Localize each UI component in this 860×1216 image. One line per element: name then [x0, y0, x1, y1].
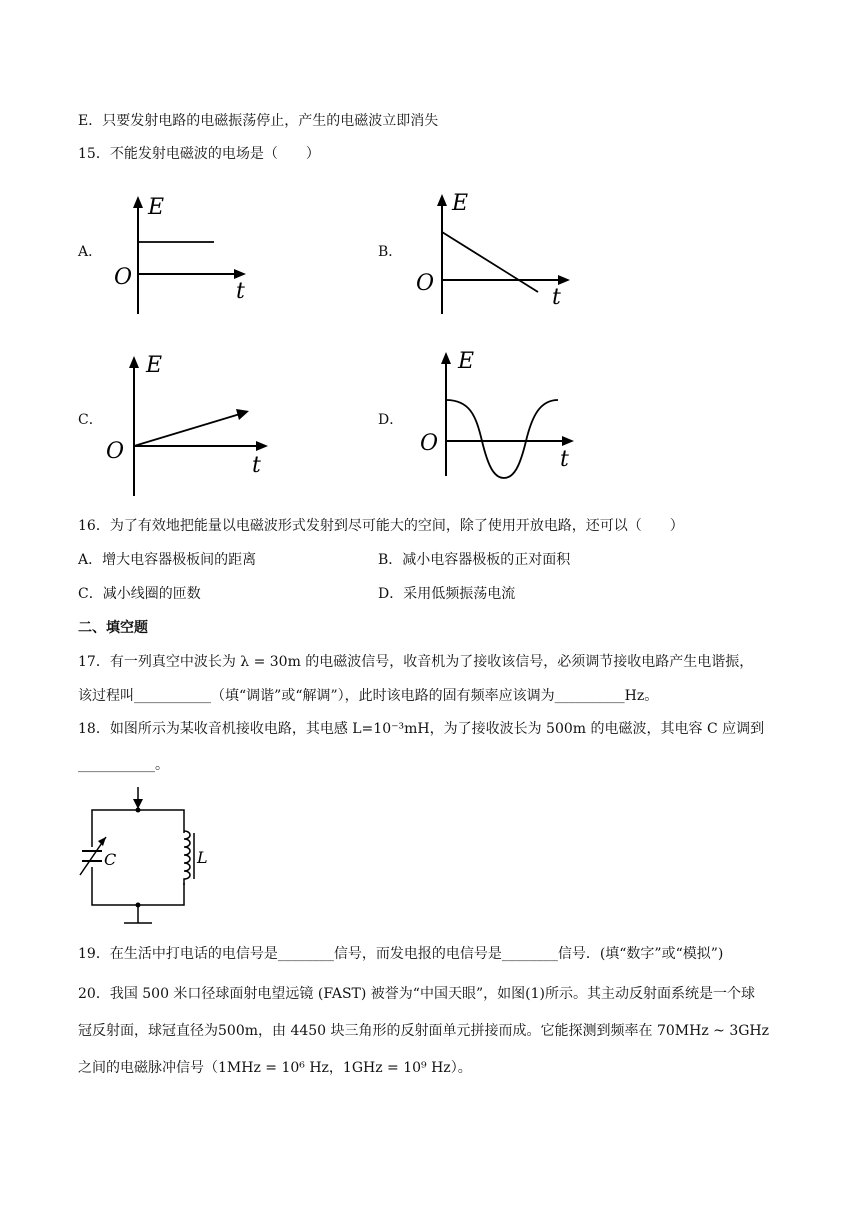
q15-a-axis-e: E [148, 195, 165, 220]
q15-option-a-label: A． [78, 244, 103, 260]
q15-stem: 15．不能发射电磁波的电场是（ ） [78, 146, 320, 162]
q15-a-origin: O [114, 265, 133, 290]
q15-c-axis-e: E [146, 353, 163, 378]
q15-d-axis-e: E [458, 349, 475, 374]
q15-option-c-label: C． [78, 412, 103, 428]
q15-d-axis-t: t [560, 447, 569, 472]
q19-text: 19．在生活中打电话的电信号是________信号，而发电报的电信号是________信号．(填“数字”或“模拟”) [78, 946, 724, 962]
q15-c-axis-t: t [252, 453, 261, 478]
q15-graph-b [412, 186, 572, 316]
q18-circuit-diagram [76, 785, 216, 935]
q18-line2: ___________。 [78, 757, 169, 773]
q15-graph-d [416, 346, 606, 496]
q16-option-d: D．采用低频振荡电流 [378, 586, 516, 602]
q15-a-axis-t: t [236, 279, 245, 304]
q17-line2: 该过程叫___________（填“调谐”或“解调”），此时该电路的固有频率应该调为__________Hz。 [78, 688, 659, 704]
q20-line2: 冠反射面，球冠直径为500m，由 4450 块三角形的反射面单元拼接而成。它能探测到频率在 70MHz ~ 3GHz [78, 1023, 770, 1039]
q15-option-b-label: B． [378, 244, 403, 260]
q14-option-e: E．只要发射电路的电磁振荡停止，产生的电磁波立即消失 [78, 113, 439, 129]
q15-b-axis-t: t [552, 285, 561, 310]
q16-stem: 16．为了有效地把能量以电磁波形式发射到尽可能大的空间，除了使用开放电路，还可以（ ） [78, 518, 684, 534]
q16-option-c: C．减小线圈的匝数 [78, 586, 201, 602]
q15-c-origin: O [106, 439, 125, 464]
q16-option-a: A．增大电容器极板间的距离 [78, 552, 257, 568]
q18-inductor-label: L [197, 848, 208, 867]
q15-b-origin: O [416, 271, 435, 296]
q18-line1: 18．如图所示为某收音机接收电路，其电感 L=10⁻³mH，为了接收波长为 500m 的电磁波，其电容 C 应调到 [78, 721, 765, 737]
q20-line3: 之间的电磁脉冲信号（1MHz = 10⁶ Hz，1GHz = 10⁹ Hz）。 [78, 1060, 472, 1076]
q15-b-axis-e: E [452, 191, 469, 216]
q15-graph-a [108, 186, 248, 316]
section-title-fill-in: 二、填空题 [78, 620, 148, 636]
q18-capacitor-label: C [104, 850, 117, 869]
q15-d-origin: O [420, 431, 439, 456]
q16-option-b: B．减小电容器极板的正对面积 [378, 552, 571, 568]
q20-line1: 20．我国 500 米口径球面射电望远镜 (FAST) 被誉为“中国天眼”，如图(1)所示。其主动反射面系统是一个球 [78, 986, 755, 1002]
q15-option-d-label: D． [378, 412, 404, 428]
q17-line1: 17．有一列真空中波长为 λ = 30m 的电磁波信号，收音机为了接收该信号，必须调节接收电路产生电谐振， [78, 654, 754, 670]
q15-graph-c [104, 346, 284, 496]
